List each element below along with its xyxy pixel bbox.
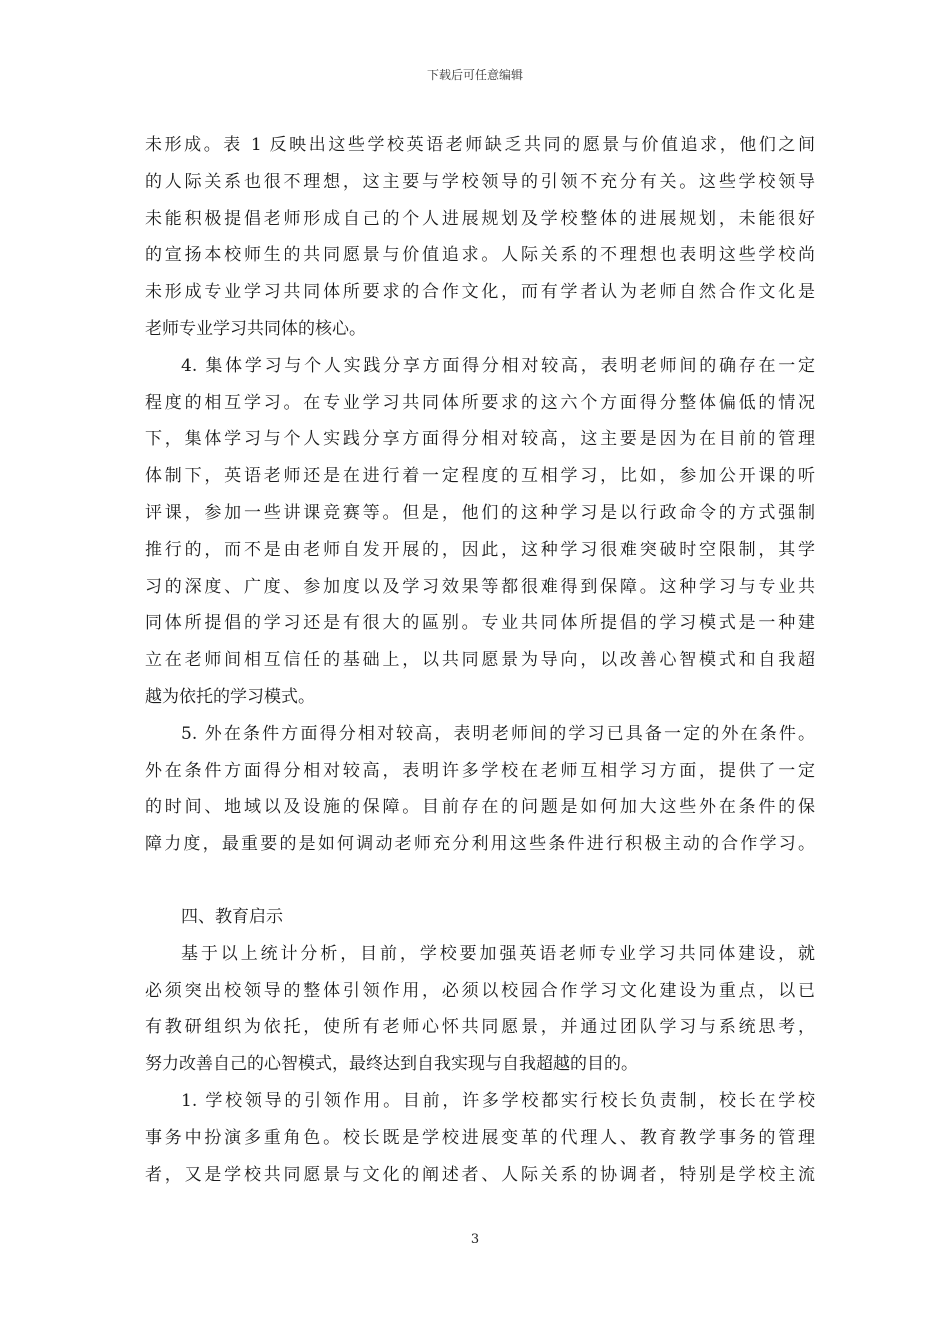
text-line: 评课，参加一些讲课竞赛等。但是，他们的这种学习是以行政命令的方式强制: [145, 502, 815, 523]
text-line: 未形成。表 1 反映出这些学校英语老师缺乏共同的愿景与价值追求，他们之间: [145, 135, 815, 155]
text-line: 努力改善自己的心智模式，最终达到自我实现与自我超越的目的。: [145, 1054, 638, 1075]
text-line: 有教研组织为依托，使所有老师心怀共同愿景，并通过团队学习与系统思考，: [145, 1017, 815, 1038]
text-line: 的人际关系也很不理想，这主要与学校领导的引领不充分有关。这些学校领导: [145, 171, 815, 192]
text-line: 下，集体学习与个人实践分享方面得分相对较高，这主要是因为在目前的管理: [145, 429, 815, 450]
text-line: 程度的相互学习。在专业学习共同体所要求的这六个方面得分整体偏低的情况: [145, 392, 815, 413]
section-heading: 四、教育启示: [181, 906, 283, 927]
text-line: 的宣扬本校师生的共同愿景与价值追求。人际关系的不理想也表明这些学校尚: [145, 245, 815, 266]
page-header-note: 下载后可任意编辑: [426, 68, 523, 82]
text-line: 必须突出校领导的整体引领作用，必须以校园合作学习文化建设为重点，以已: [145, 980, 815, 1001]
text-line: 推行的，而不是由老师自发开展的，因此，这种学习很难突破时空限制，其学: [145, 539, 815, 560]
text-line: 4. 集体学习与个人实践分享方面得分相对较高，表明老师间的确存在一定: [181, 355, 815, 376]
page-number: 3: [470, 1232, 480, 1247]
section-gap: [145, 863, 815, 899]
text-line: 未能积极提倡老师形成自己的个人进展规划及学校整体的进展规划，未能很好: [145, 208, 815, 229]
text-line: 的时间、地域以及设施的保障。目前存在的问题是如何加大这些外在条件的保: [145, 797, 815, 818]
text-line: 立在老师间相互信任的基础上，以共同愿景为导向，以改善心智模式和自我超: [145, 650, 815, 671]
text-line: 事务中扮演多重角色。校长既是学校进展变革的代理人、教育教学事务的管理: [145, 1127, 815, 1148]
text-line: 障力度，最重要的是如何调动老师充分利用这些条件进行积极主动的合作学习。: [145, 834, 815, 855]
text-line: 1. 学校领导的引领作用。目前，许多学校都实行校长负责制，校长在学校: [181, 1090, 815, 1111]
text-line: 体制下，英语老师还是在进行着一定程度的互相学习，比如，参加公开课的听: [145, 466, 815, 487]
text-line: 同体所提倡的学习还是有很大的區别。专业共同体所提倡的学习模式是一种建: [145, 613, 815, 634]
document-body: [145, 127, 815, 1193]
text-line: 外在条件方面得分相对较高，表明许多学校在老师互相学习方面，提供了一定: [145, 760, 815, 781]
text-line: 未形成专业学习共同体所要求的合作文化，而有学者认为老师自然合作文化是: [145, 282, 815, 303]
text-line: 基于以上统计分析，目前，学校要加强英语老师专业学习共同体建设，就: [181, 943, 815, 964]
text-line: 5. 外在条件方面得分相对较高，表明老师间的学习已具备一定的外在条件。: [181, 723, 815, 744]
text-line: 越为依托的学习模式。: [145, 686, 315, 707]
text-line: 习的深度、广度、参加度以及学习效果等都很难得到保障。这种学习与专业共: [145, 576, 815, 597]
text-line: 者，又是学校共同愿景与文化的阐述者、人际关系的协调者，特别是学校主流: [145, 1164, 815, 1185]
text-line: 老师专业学习共同体的核心。: [145, 318, 366, 339]
